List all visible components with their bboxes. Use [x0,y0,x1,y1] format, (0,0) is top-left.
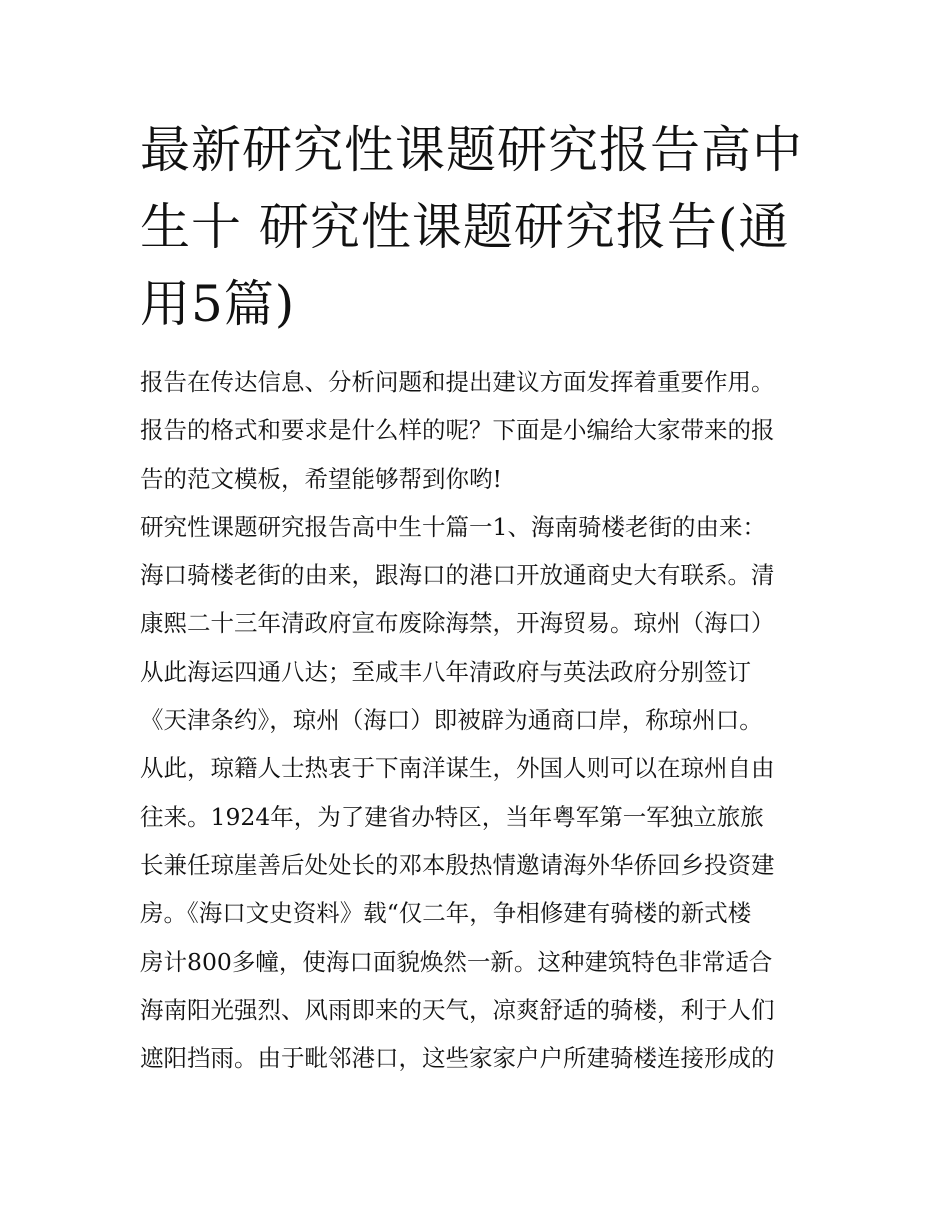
body-line: 从此海运四通八达；至咸丰八年清政府与英法政府分别签订 [140,657,751,686]
document-body [140,358,830,1082]
body-line: 房。《海口文史资料》载“仅二年，争相修建有骑楼的新式楼 [140,899,752,928]
body-line: 报告在传达信息、分析问题和提出建议方面发挥着重要作用。 [140,368,775,396]
body-line: 研究性课题研究报告高中生十篇一1、海南骑楼老街的由来： [140,512,766,541]
body-line: 告的范文模板，希望能够帮到你哟! [140,464,502,493]
body-line: 从此，琼籍人士热衷于下南洋谋生，外国人则可以在琼州自由 [140,754,775,783]
body-line: 报告的格式和要求是什么样的呢？下面是小编给大家带来的报 [140,416,775,445]
body-line: 遮阳挡雨。由于毗邻港口，这些家家户户所建骑楼连接形成的 [140,1044,775,1073]
title-line: 最新研究性课题研究报告高中 [140,121,803,179]
body-line: 房计800多幢，使海口面貌焕然一新。这种建筑特色非常适合 [140,947,773,976]
title-line: 用5篇) [140,275,296,333]
body-line: 《天津条约》，琼州（海口）即被辟为通商口岸，称琼州口。 [140,706,763,735]
document-title [140,112,820,343]
body-line: 康熙二十三年清政府宣布废除海禁，开海贸易。琼州（海口） [140,609,775,638]
body-line: 长兼任琼崖善后处处长的邓本殷热情邀请海外华侨回乡投资建 [140,850,775,879]
body-line: 海口骑楼老街的由来，跟海口的港口开放通商史大有联系。清 [140,561,775,590]
title-line: 生十 研究性课题研究报告(通 [140,198,790,256]
body-line: 往来。1924年，为了建省办特区，当年粤军第一军独立旅旅 [140,802,764,831]
body-line: 海南阳光强烈、风雨即来的天气，凉爽舒适的骑楼，利于人们 [140,995,775,1024]
